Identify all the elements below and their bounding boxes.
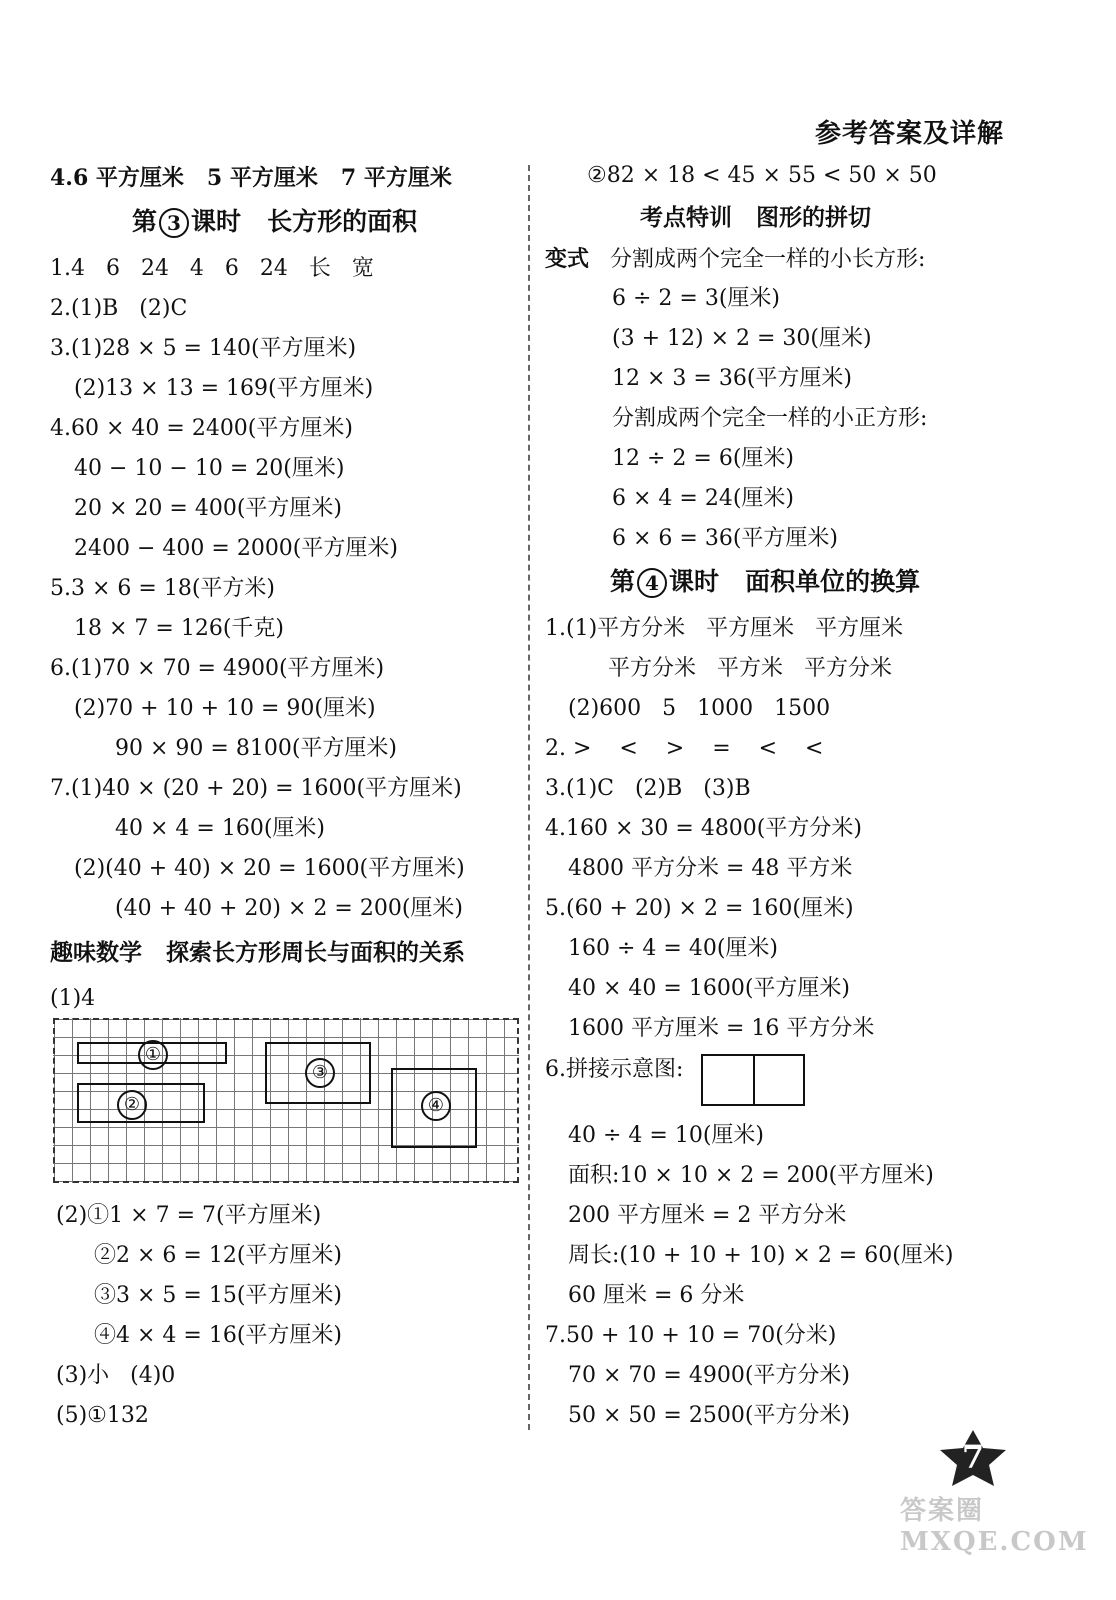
- answer-line: ③3 × 5 = 15(平方厘米): [94, 1283, 342, 1308]
- answer-line: 12 ÷ 2 = 6(厘米): [612, 446, 794, 471]
- variant-text: 分割成两个完全一样的小长方形:: [610, 247, 926, 272]
- answer-line: 12 × 3 = 36(平方厘米): [612, 366, 852, 391]
- answer-line: 18 × 7 = 126(千克): [74, 616, 284, 641]
- title-suffix: 课时 长方形的面积: [191, 207, 418, 236]
- answer-line: 2. > < > = < <: [545, 736, 824, 761]
- answer-line: (2)(40 + 40) × 20 = 1600(平方厘米): [74, 856, 465, 881]
- answer-line: 20 × 20 = 400(平方厘米): [74, 496, 342, 521]
- page-number: 7: [961, 1438, 985, 1476]
- page-header: 参考答案及详解: [814, 119, 1004, 149]
- answer-line: 200 平方厘米 = 2 平方分米: [568, 1203, 847, 1228]
- variant-tag: 变式: [545, 246, 590, 272]
- answer-line: 7.50 + 10 + 10 = 70(分米): [545, 1323, 837, 1348]
- column-divider: [528, 165, 530, 1430]
- answer-line: 40 × 40 = 1600(平方厘米): [568, 976, 850, 1001]
- answer-line: (2)13 × 13 = 169(平方厘米): [74, 376, 374, 401]
- answer-line: 1600 平方厘米 = 16 平方分米: [568, 1016, 875, 1041]
- watermark: 答案圈 MXQE.COM: [900, 1496, 1089, 1557]
- answer-line: 6.(1)70 × 70 = 4900(平方厘米): [50, 656, 385, 681]
- answer-line: ④4 × 4 = 16(平方厘米): [94, 1323, 342, 1348]
- joining-diagram-divider: [753, 1056, 755, 1104]
- rectangle-1-label: ①: [138, 1040, 168, 1070]
- answer-line: 4.160 × 30 = 4800(平方分米): [545, 816, 862, 841]
- answer-line: 40 × 4 = 160(厘米): [115, 816, 325, 841]
- answer-line: (2)①1 × 7 = 7(平方厘米): [56, 1203, 322, 1228]
- title-suffix: 课时 面积单位的换算: [669, 567, 921, 596]
- rectangle-4-label: ④: [421, 1091, 451, 1121]
- rectangle-3-label: ③: [305, 1058, 335, 1088]
- answer-line: [545, 245, 925, 274]
- answer-line: 60 厘米 = 6 分米: [568, 1283, 745, 1308]
- answer-line: (40 + 40 + 20) × 2 = 200(厘米): [115, 896, 463, 921]
- answer-line: 4800 平方分米 = 48 平方米: [568, 856, 853, 881]
- answer-line: 3.(1)28 × 5 = 140(平方厘米): [50, 336, 357, 361]
- answer-line: 6 × 4 = 24(厘米): [612, 486, 794, 511]
- answer-line: 面积:10 × 10 × 2 = 200(平方厘米): [568, 1163, 934, 1188]
- answer-line: (3)小 (4)0: [56, 1363, 176, 1388]
- answer-line: 4.6 平方厘米 5 平方厘米 7 平方厘米: [50, 165, 452, 191]
- grid-diagram: [53, 1018, 519, 1183]
- answer-line: 6.拼接示意图:: [545, 1057, 684, 1082]
- answer-line: 50 × 50 = 2500(平方分米): [568, 1403, 850, 1428]
- lesson-number-circle: 3: [159, 208, 189, 238]
- answer-line: (2)70 + 10 + 10 = 90(厘米): [74, 696, 376, 721]
- answer-line: 90 × 90 = 8100(平方厘米): [115, 736, 397, 761]
- answer-line: 7.(1)40 × (20 + 20) = 1600(平方厘米): [50, 776, 462, 801]
- answer-line: 4.60 × 40 = 2400(平方厘米): [50, 416, 353, 441]
- answer-line: 1.(1)平方分米 平方厘米 平方厘米: [545, 616, 904, 641]
- answer-line: 平方分米 平方米 平方分米: [608, 656, 892, 681]
- answer-line: 40 − 10 − 10 = 20(厘米): [74, 456, 345, 481]
- joining-diagram: [701, 1054, 805, 1106]
- answer-line: 分割成两个完全一样的小正方形:: [612, 406, 928, 431]
- answer-line: 70 × 70 = 4900(平方分米): [568, 1363, 850, 1388]
- lesson-number-circle: 4: [637, 568, 667, 598]
- title-prefix: 第: [132, 207, 158, 236]
- section-title-lesson-3: [132, 207, 417, 238]
- section-title-fun-math: 趣味数学 探索长方形周长与面积的关系: [50, 939, 466, 966]
- answer-line: (5)①132: [56, 1403, 149, 1428]
- answer-line: 6 ÷ 2 = 3(厘米): [612, 286, 780, 311]
- answer-line: ②2 × 6 = 12(平方厘米): [94, 1243, 342, 1268]
- answer-line: 5.(60 + 20) × 2 = 160(厘米): [545, 896, 854, 921]
- section-title-exam-training: 考点特训 图形的拼切: [640, 204, 872, 231]
- answer-line: 3.(1)C (2)B (3)B: [545, 776, 751, 801]
- answer-line: 2400 − 400 = 2000(平方厘米): [74, 536, 398, 561]
- answer-line: 1.4 6 24 4 6 24 长 宽: [50, 256, 374, 281]
- answer-line: 40 ÷ 4 = 10(厘米): [568, 1123, 764, 1148]
- section-title-lesson-4: [610, 567, 920, 598]
- answer-line: ②82 × 18 < 45 × 55 < 50 × 50: [587, 163, 937, 188]
- title-prefix: 第: [610, 567, 636, 596]
- answer-line: (2)600 5 1000 1500: [568, 696, 831, 721]
- answer-line: 周长:(10 + 10 + 10) × 2 = 60(厘米): [568, 1243, 954, 1268]
- answer-line: (3 + 12) × 2 = 30(厘米): [612, 326, 872, 351]
- rectangle-2-label: ②: [117, 1090, 147, 1120]
- page-number-badge: [936, 1428, 1010, 1488]
- answer-line: 5.3 × 6 = 18(平方米): [50, 576, 275, 601]
- answer-line: 6 × 6 = 36(平方厘米): [612, 526, 838, 551]
- answer-line: 160 ÷ 4 = 40(厘米): [568, 936, 778, 961]
- answer-line: 2.(1)B (2)C: [50, 296, 188, 321]
- answer-line: (1)4: [50, 986, 96, 1011]
